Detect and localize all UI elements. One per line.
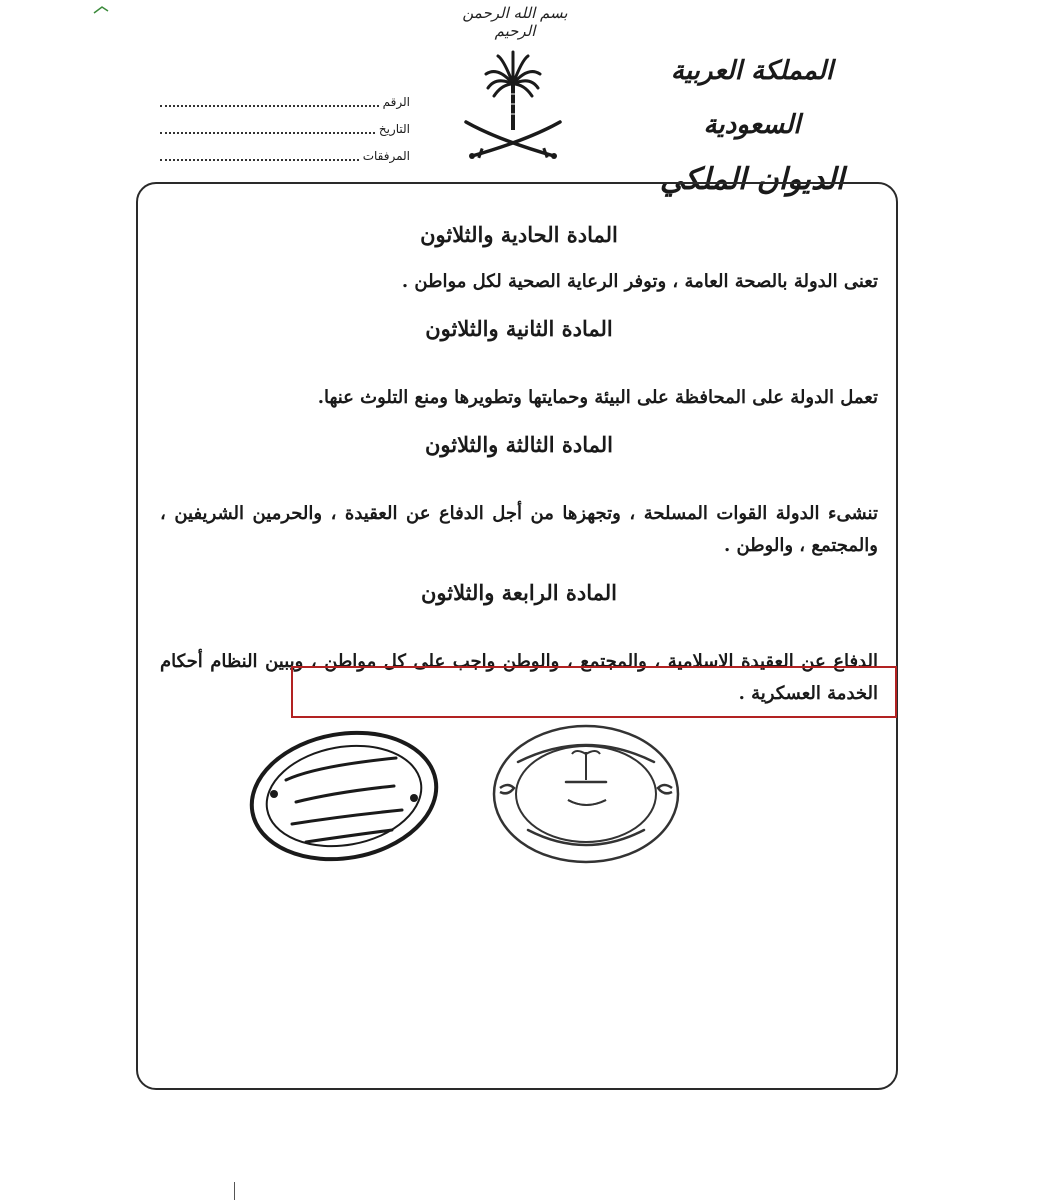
article-32-text: تعمل الدولة على المحافظة على البيئة وحمايتها وتطويرها ومنع التلوث عنها.: [317, 387, 878, 408]
highlight-box: [291, 666, 897, 718]
meta-row-attachments: [160, 142, 410, 169]
article-34-text: الدفاع عن العقيدة الاسلامية ، والمجتمع ، والوطن واجب على كل مواطن ، ويبين النظام أحكام الخدمة العسكرية .: [160, 651, 878, 704]
document-meta-fields: [160, 88, 410, 169]
royal-court-name: الديوان الملكي: [659, 162, 845, 197]
page-edge-mark: [234, 1182, 235, 1200]
basmala-heading: بسم الله الرحمن الرحيم: [462, 4, 568, 40]
corner-mark-icon: [92, 0, 110, 10]
article-33-title: المادة الثالثة والثلاثون: [424, 432, 614, 457]
article-34-title: المادة الرابعة والثلاثون: [421, 580, 617, 605]
article-31-text: تعنى الدولة بالصحة العامة ، وتوفر الرعاية الصحية لكل مواطن .: [401, 271, 878, 292]
country-name: المملكة العربية السعودية: [670, 56, 834, 140]
cabinet-communications-seal-icon: [246, 728, 442, 864]
meta-label: الرقم: [382, 94, 410, 109]
meta-label: التاريخ: [378, 121, 410, 136]
meta-dotted-line: [160, 151, 359, 161]
meta-dotted-line: [160, 124, 375, 134]
palm-swords-emblem-icon: [458, 44, 568, 164]
document-body: [160, 210, 878, 710]
meta-row-number: [160, 88, 410, 115]
meta-row-date: [160, 115, 410, 142]
meta-label: المرفقات: [362, 148, 410, 163]
article-32-title: المادة الثانية والثلاثون: [425, 316, 613, 341]
article-31-title: المادة الحادية والثلاثون: [420, 222, 618, 247]
article-33-text: تنشىء الدولة القوات المسلحة ، وتجهزها من أجل الدفاع عن العقيدة ، والحرمين الشريفين ، والمجتمع ، والوطن .: [160, 503, 878, 556]
royal-court-seal-icon: [488, 722, 684, 866]
meta-dotted-line: [160, 97, 379, 107]
